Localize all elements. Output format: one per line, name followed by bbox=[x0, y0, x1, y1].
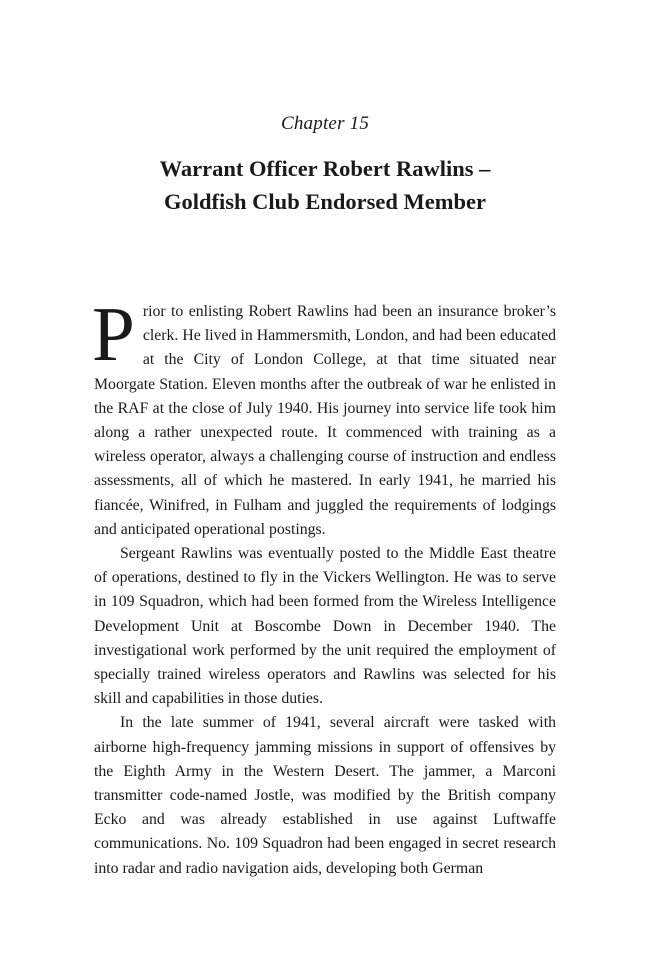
chapter-number: Chapter 15 bbox=[280, 113, 370, 134]
paragraph-2: Sergeant Rawlins was eventually posted to the Middle East theatre of operations, destined to fly in the Vickers Wellington. He was to serve in 109 Squadron, which had been formed from the Wireless Intelligence Development Unit at Boscombe Down in December 1940. The investigational work performed by the unit required the employment of specially trained wireless operators and Rawlins was selected for his skill and capabilities in those duties. bbox=[94, 545, 556, 708]
paragraph-3: In the late summer of 1941, several aircraft were tasked with airborne high-frequency jamming missions in support of offensives by the Eighth Army in the Western Desert. The jammer, a Marconi transmitter code-named Jostle, was modified by the British company Ecko and was already established in use against Luftwaffe communications. No. 109 Squadron had been engaged in secret research into radar and radio navigation aids, developing both German bbox=[94, 714, 556, 877]
chapter-title bbox=[0, 152, 650, 218]
paragraph-1 bbox=[92, 291, 556, 542]
drop-cap: P bbox=[92, 291, 135, 377]
chapter-body bbox=[92, 291, 556, 881]
paragraph-1-text: rior to enlisting Robert Rawlins had been an insurance broker’s clerk. He lived in Hammersmith, London, and had been educated at the City of London College, at that time situated near Moorgate Station. Eleven months after the outbreak of war he enlisted in the RAF at the close of July 1940. His journey into service life took him along a rather unexpected route. It commenced with training as a wireless operator, always a challenging course of instruction and endless assessments, all of which he mastered. In early 1941, he married his fiancée, Winifred, in Fulham and juggled the requirements of lodgings and anticipated operational postings. bbox=[94, 303, 556, 538]
chapter-title-line-1: Warrant Officer Robert Rawlins – bbox=[159, 156, 491, 181]
chapter-title-line-2: Goldfish Club Endorsed Member bbox=[164, 189, 486, 214]
